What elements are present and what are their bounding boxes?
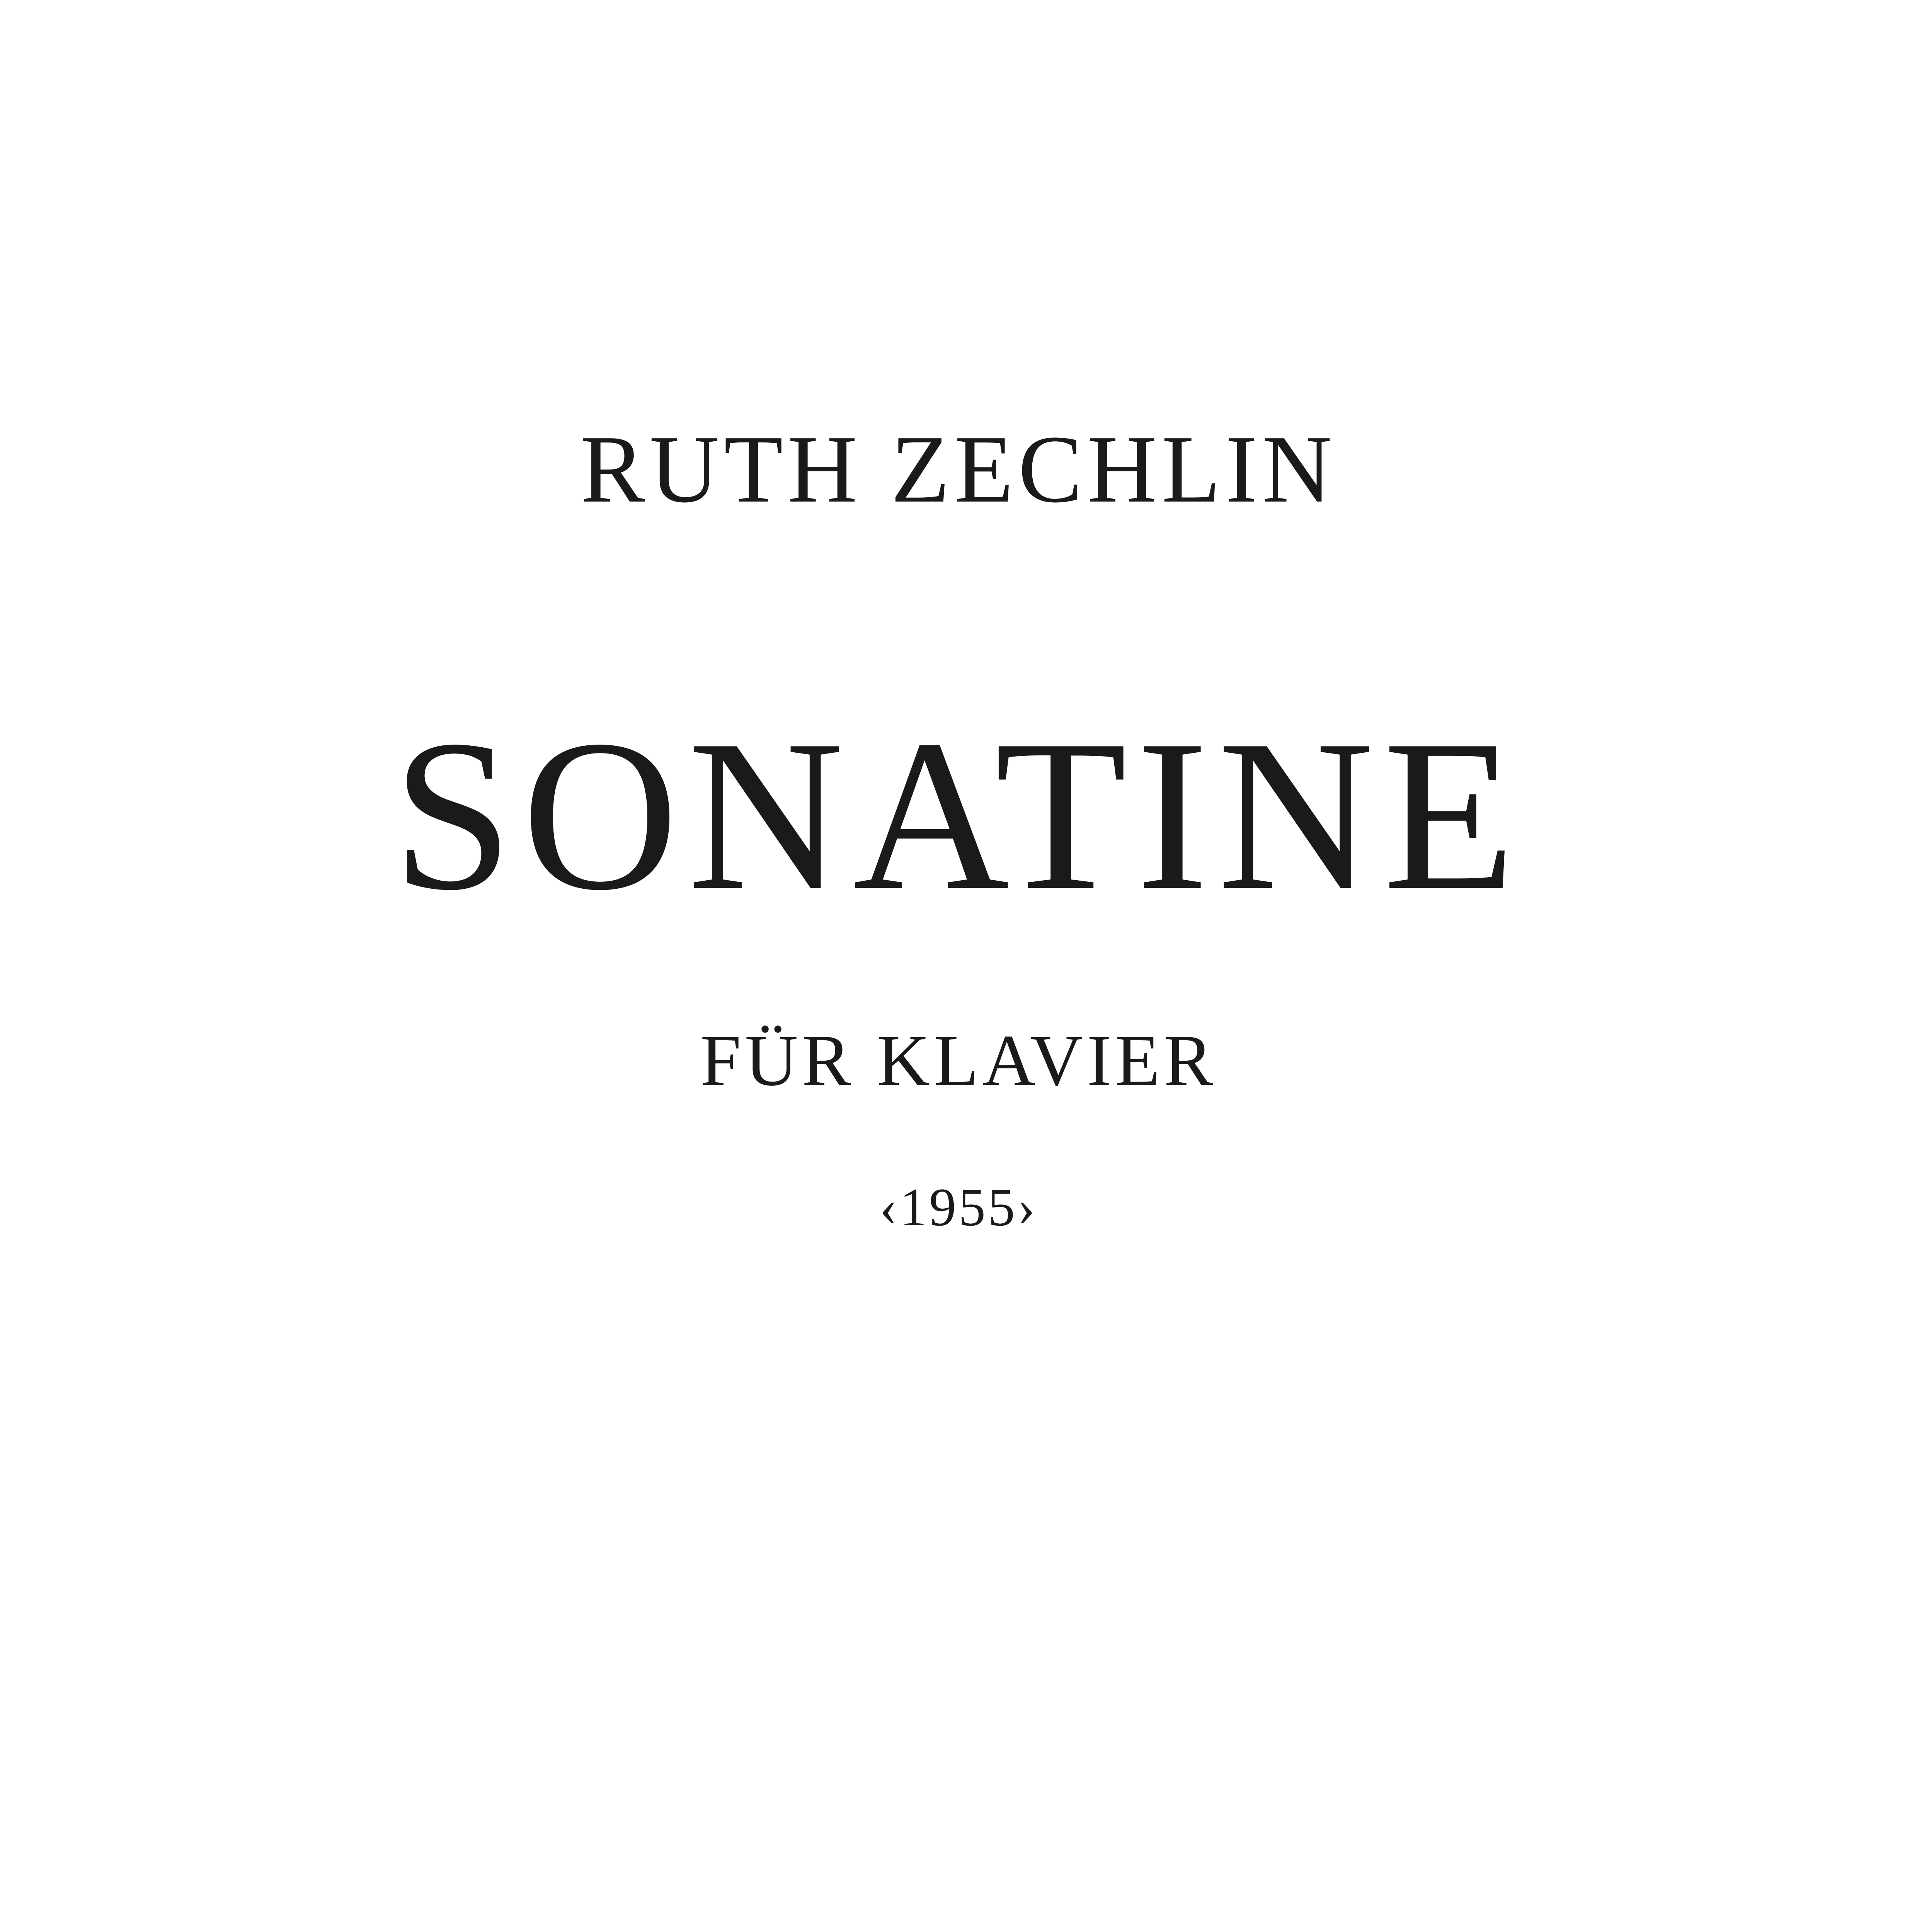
composer-name: RUTH ZECHLIN — [580, 416, 1337, 523]
composition-year: ‹1955› — [879, 1177, 1038, 1237]
instrumentation: FÜR KLAVIER — [700, 1020, 1217, 1101]
work-title: SONATINE — [392, 696, 1525, 935]
